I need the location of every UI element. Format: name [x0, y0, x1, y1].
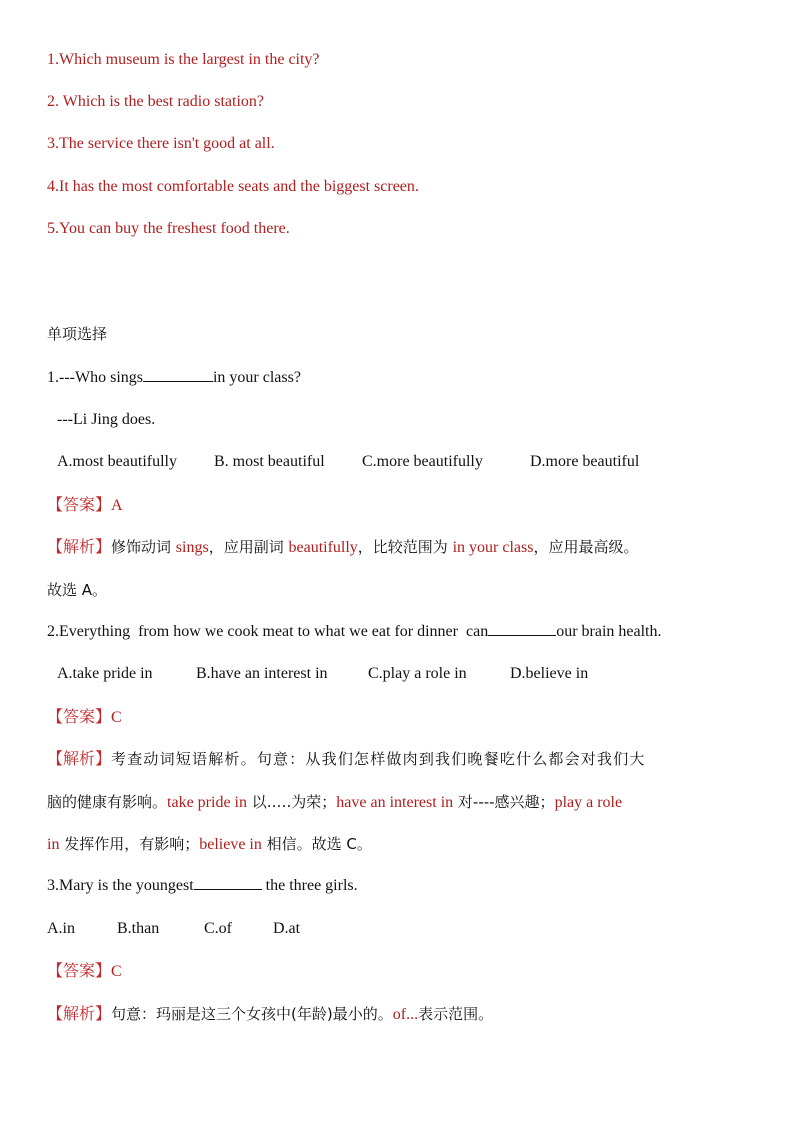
answer-line-4: 4.It has the most comfortable seats and the biggest screen. — [47, 178, 419, 195]
q1-answer-value: A — [111, 497, 123, 514]
q1-analysis-text: ，比较范围为 — [357, 538, 453, 556]
q2-analysis-text: 脑的健康有影响。 — [47, 793, 168, 811]
q1-analysis-term: beautifully — [288, 539, 358, 556]
q2-blank — [488, 621, 556, 636]
q2-option-a: A.take pride in — [57, 665, 153, 682]
q2-analysis-term: have an interest in — [336, 794, 454, 811]
q1-option-b: B. most beautiful — [214, 453, 325, 470]
q1-option-d: D.more beautiful — [530, 453, 640, 470]
q2-answer-tag: 【答案】 — [47, 707, 112, 726]
q2-analysis-text: 发挥作用，有影响； — [59, 835, 200, 853]
q1-answer — [47, 494, 123, 517]
q3-stem-pre: 3.Mary is the youngest — [47, 877, 194, 894]
q2-analysis-line-3 — [47, 833, 372, 856]
q3-options — [47, 918, 300, 940]
answer-line-3: 3.The service there isn't good at all. — [47, 135, 275, 152]
q1-blank — [143, 367, 213, 382]
q2-options — [57, 663, 588, 685]
q2-stem-pre: 2.Everything from how we cook meat to what we eat for dinner can — [47, 623, 489, 640]
q2-analysis-term: believe in — [199, 836, 262, 853]
q2-analysis-text: 相信。故选 C。 — [261, 835, 372, 853]
q2-stem — [47, 621, 661, 643]
q2-option-c: C.play a role in — [368, 665, 467, 682]
q2-analysis-line-2 — [47, 791, 622, 814]
q1-answer-tag: 【答案】 — [47, 495, 112, 514]
q3-option-a: A.in — [47, 920, 75, 937]
q3-option-c: C.of — [204, 920, 232, 937]
q2-answer — [47, 706, 122, 729]
q2-analysis-term: in — [47, 836, 60, 853]
q1-analysis-text: ，应用副词 — [208, 538, 289, 556]
q1-analysis-tag: 【解析】 — [47, 537, 112, 556]
q3-analysis-text: 表示范围。 — [418, 1005, 494, 1023]
q3-analysis — [47, 1003, 493, 1026]
q2-analysis-line-1 — [47, 748, 646, 771]
q1-option-c: C.more beautifully — [362, 453, 483, 470]
q1-analysis-text: ，应用最高级。 — [533, 538, 639, 556]
q1-analysis-text: 修饰动词 — [111, 538, 176, 556]
q1-analysis-line-1 — [47, 536, 638, 559]
q3-answer — [47, 960, 122, 983]
q1-stem-post: in your class? — [212, 369, 301, 386]
answer-line-5: 5.You can buy the freshest food there. — [47, 220, 290, 237]
q3-analysis-tag: 【解析】 — [47, 1004, 112, 1023]
q2-option-b: B.have an interest in — [196, 665, 328, 682]
q3-option-d: D.at — [273, 920, 301, 937]
q2-analysis-tag: 【解析】 — [47, 749, 112, 768]
q3-blank — [194, 875, 262, 890]
q3-analysis-text: 句意：玛丽是这三个女孩中(年龄)最小的。 — [111, 1005, 393, 1023]
q2-option-d: D.believe in — [510, 665, 589, 682]
q1-analysis-term: in your class — [452, 539, 534, 556]
answer-line-2: 2. Which is the best radio station? — [47, 93, 264, 110]
q2-stem-post: our brain health. — [556, 623, 662, 640]
q1-stem-pre: 1.---Who sings — [47, 369, 143, 386]
q2-answer-value: C — [111, 709, 122, 726]
q2-analysis-text: 以.….为荣； — [246, 793, 337, 811]
q1-analysis-line-2: 故选 A。 — [47, 581, 108, 599]
q2-analysis-term: take pride in — [167, 794, 247, 811]
q1-analysis-term: sings — [175, 539, 209, 556]
q3-answer-tag: 【答案】 — [47, 961, 112, 980]
q2-analysis-text: 对----感兴趣； — [453, 793, 555, 811]
section-title: 单项选择 — [47, 325, 108, 343]
answer-line-1: 1.Which museum is the largest in the city? — [47, 51, 320, 68]
q1-option-a: A.most beautifully — [57, 453, 177, 470]
q2-analysis-text: 考查动词短语解析。句意：从我们怎样做肉到我们晚餐吃什么都会对我们大 — [111, 750, 646, 768]
q1-options — [57, 451, 639, 473]
q1-reply: ---Li Jing does. — [57, 411, 156, 428]
q1-stem — [47, 367, 301, 389]
q3-stem — [47, 875, 358, 897]
q3-analysis-term: of... — [392, 1006, 419, 1023]
q2-analysis-term: play a role — [554, 794, 623, 811]
q3-option-b: B.than — [117, 920, 160, 937]
q3-answer-value: C — [111, 963, 122, 980]
q3-stem-post: the three girls. — [261, 877, 358, 894]
